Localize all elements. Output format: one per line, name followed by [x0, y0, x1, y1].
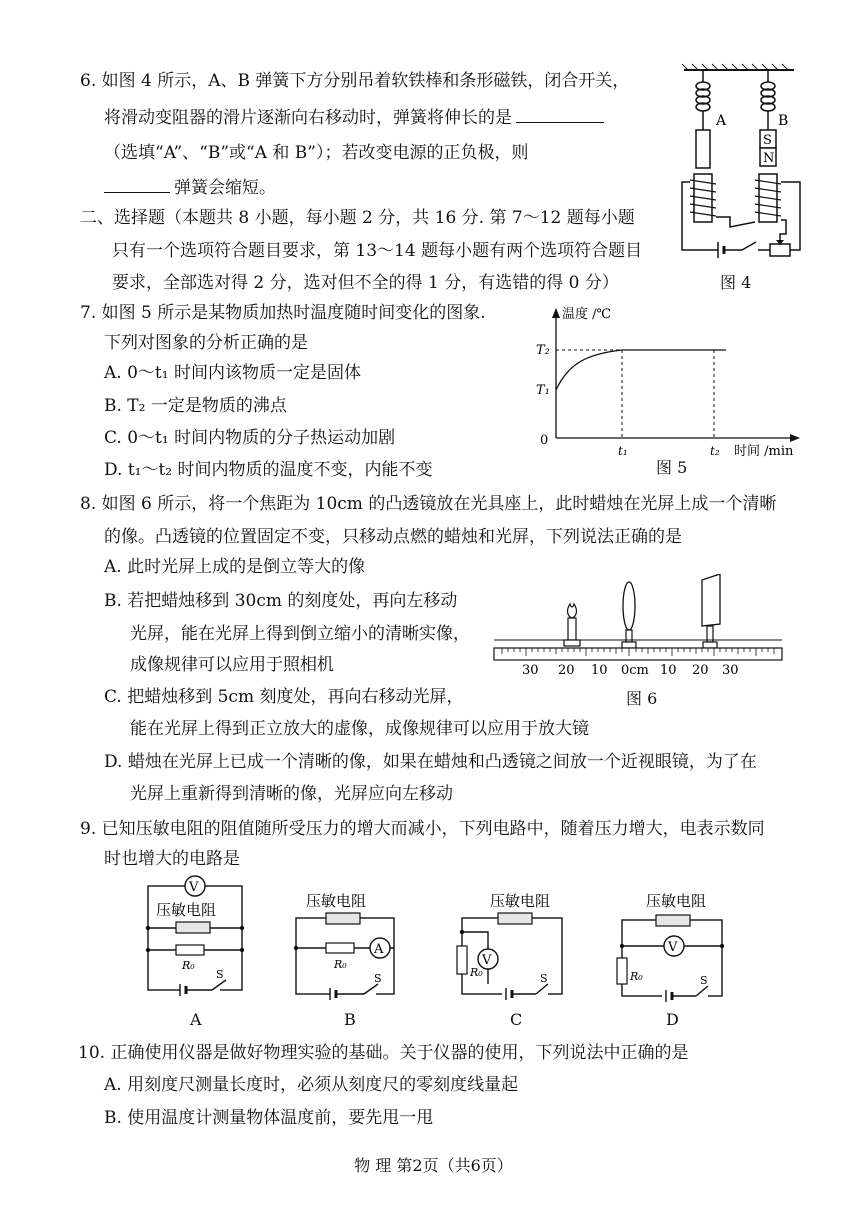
- label-n: N: [763, 151, 775, 166]
- tick-label: 10: [660, 663, 677, 678]
- q7-option-b: B. T₂ 一定是物质的沸点: [104, 396, 287, 416]
- circuit-b-label: B: [344, 1010, 356, 1029]
- q10-line1: 10. 正确使用仪器是做好物理实验的基础。关于仪器的使用，下列说法中正确的是: [78, 1043, 689, 1063]
- q9-line2: 时也增大的电路是: [104, 849, 240, 869]
- q10-option-b: B. 使用温度计测量物体温度前，要先甩一甩: [104, 1108, 434, 1128]
- switch-label: S: [216, 968, 224, 981]
- fig5-T1: T₁: [536, 383, 550, 398]
- q7-option-d: D. t₁～t₂ 时间内物质的温度不变，内能不变: [104, 460, 433, 480]
- fig5-T2: T₂: [536, 343, 550, 358]
- q8-option-b-1: B. 若把蜡烛移到 30cm 的刻度处，再向左移动: [104, 591, 458, 611]
- section2-line1: 二、选择题（本题共 8 小题，每小题 2 分，共 16 分. 第 7～12 题每小题: [80, 208, 635, 228]
- light-screen: [702, 574, 720, 648]
- figure-5-graph: [528, 302, 808, 462]
- tick-label: 10: [591, 663, 608, 678]
- fig5-zero: 0: [540, 433, 549, 448]
- q8-option-d-2: 光屏上重新得到清晰的像，光屏应向左移动: [130, 784, 453, 804]
- q6-line3: （选填“A”、“B”或“A 和 B”）；若改变电源的正负极，则: [104, 143, 529, 163]
- r0-label: R₀: [334, 958, 347, 971]
- answer-blank: [516, 106, 604, 123]
- fig5-xlabel: 时间 /min: [734, 444, 794, 459]
- r0-label: R₀: [182, 959, 195, 972]
- q8-line2: 的像。凸透镜的位置固定不变，只移动点燃的蜡烛和光屏，下列说法正确的是: [104, 527, 682, 547]
- q8-option-c-2: 能在光屏上得到正立放大的虚像，成像规律可以应用于放大镜: [130, 719, 589, 739]
- tick-label: 0cm: [621, 663, 649, 678]
- fig5-t2: t₂: [710, 444, 720, 458]
- circuit-a-label: A: [190, 1010, 202, 1029]
- circuit-d: [612, 888, 732, 1002]
- voltmeter-symbol: V: [189, 880, 199, 895]
- q7-option-a: A. 0～t₁ 时间内该物质一定是固体: [104, 363, 361, 383]
- q8-option-b-3: 成像规律可以应用于照相机: [130, 655, 334, 675]
- figure-4-caption: 图 4: [720, 273, 752, 292]
- circuit-c-label: C: [510, 1010, 523, 1029]
- fig5-t1: t₁: [618, 444, 628, 458]
- circuit-d-label: D: [666, 1010, 679, 1029]
- label-s: S: [763, 133, 772, 148]
- q8-option-c-1: C. 把蜡烛移到 5cm 刻度处，再向右移动光屏，: [104, 687, 464, 707]
- page-footer: 物 理 第2页（共6页）: [354, 1156, 513, 1175]
- tick-label: 30: [522, 663, 539, 678]
- figure-6-optical-bench: [492, 574, 787, 684]
- answer-blank: [104, 176, 170, 193]
- circuit-c: [452, 884, 572, 1002]
- switch-label: S: [700, 974, 708, 987]
- q6-line4: 弹簧会缩短。: [104, 176, 276, 199]
- q10-option-a: A. 用刻度尺测量长度时，必须从刻度尺的零刻度线量起: [104, 1075, 519, 1095]
- q7-option-c: C. 0～t₁ 时间内物质的分子热运动加剧: [104, 428, 396, 448]
- section2-line2: 只有一个选项符合题目要求，第 13～14 题每小题有两个选项符合题目: [112, 241, 643, 261]
- q7-line2: 下列对图象的分析正确的是: [104, 333, 308, 353]
- label-a: A: [716, 113, 727, 129]
- figure-6-caption: 图 6: [626, 689, 658, 708]
- switch-label: S: [374, 972, 382, 985]
- circuit-b: [290, 890, 410, 1002]
- voltmeter-symbol: V: [668, 940, 678, 955]
- label-b: B: [778, 113, 789, 129]
- r0-label: R₀: [630, 970, 643, 983]
- sensor-label: 压敏电阻: [490, 892, 551, 910]
- q6-line1: 6. 如图 4 所示，A、B 弹簧下方分别吊着软铁棒和条形磁铁，闭合开关，: [80, 71, 630, 91]
- figure-5-caption: 图 5: [656, 458, 688, 477]
- q6-line2: 将滑动变阻器的滑片逐渐向右移动时，弹簧将伸长的是: [104, 106, 604, 129]
- q8-option-b-2: 光屏，能在光屏上得到倒立缩小的清晰实像，: [130, 624, 470, 644]
- q8-option-d-1: D. 蜡烛在光屏上已成一个清晰的像，如果在蜡烛和凸透镜之间放一个近视眼镜，为了在: [104, 752, 757, 772]
- tick-label: 30: [722, 663, 739, 678]
- q9-line1: 9. 已知压敏电阻的阻值随所受压力的增大而减小，下列电路中，随着压力增大，电表示数同: [80, 819, 765, 839]
- circuit-a: [140, 872, 252, 1000]
- q8-line1: 8. 如图 6 所示，将一个焦距为 10cm 的凸透镜放在光具座上，此时蜡烛在光屏上成一个清晰: [80, 494, 777, 514]
- figure-4-diagram: [668, 62, 813, 267]
- sensor-label: 压敏电阻: [306, 892, 367, 910]
- fig5-ylabel: 温度 /℃: [562, 307, 612, 322]
- sensor-label: 压敏电阻: [156, 901, 217, 919]
- ammeter-symbol: A: [374, 942, 384, 957]
- q7-line1: 7. 如图 5 所示是某物质加热时温度随时间变化的图象.: [80, 303, 486, 323]
- voltmeter-symbol: V: [482, 953, 492, 968]
- tick-label: 20: [692, 663, 709, 678]
- tick-label: 20: [558, 663, 575, 678]
- convex-lens: [622, 582, 636, 648]
- r0-label: R₀: [470, 966, 483, 979]
- section2-line3: 要求，全部选对得 2 分，选对但不全的得 1 分，有选错的得 0 分）: [112, 273, 619, 293]
- q8-option-a: A. 此时光屏上成的是倒立等大的像: [104, 557, 366, 577]
- switch-label: S: [540, 972, 548, 985]
- sensor-label: 压敏电阻: [646, 892, 707, 910]
